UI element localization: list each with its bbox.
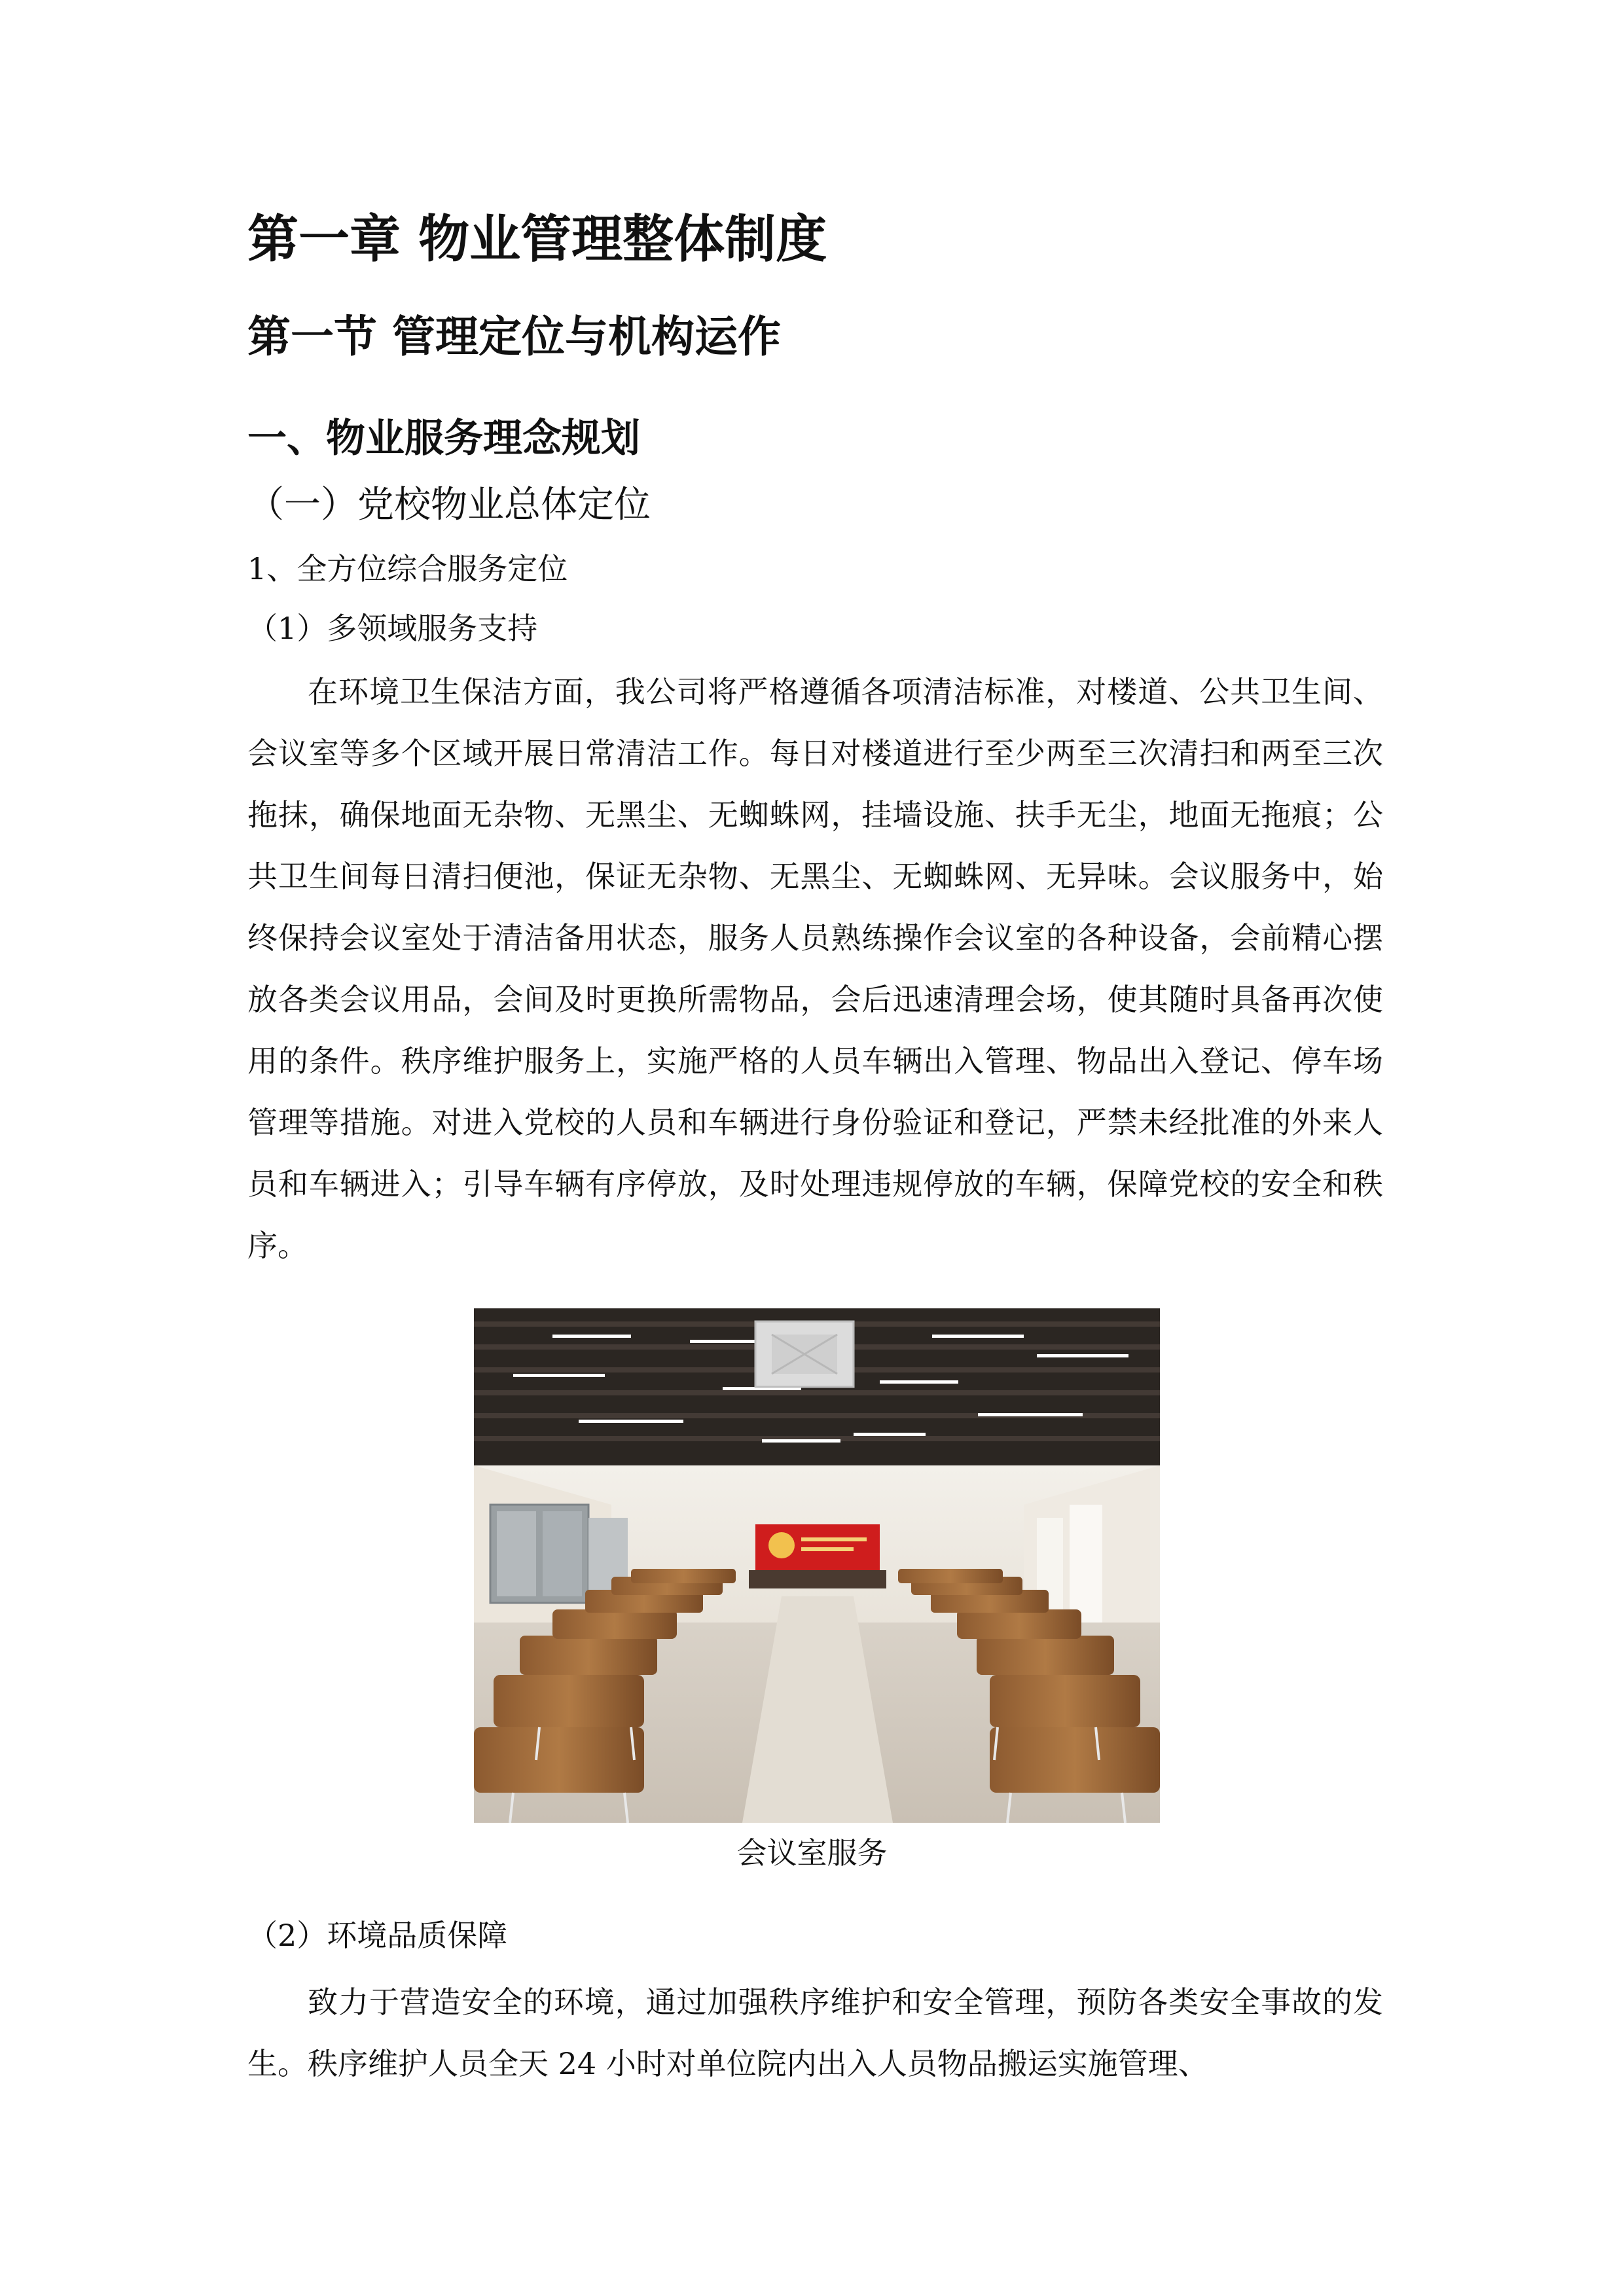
subsubsection-title: （一）党校物业总体定位 (247, 484, 651, 526)
body-paragraph: 致力于营造安全的环境，通过加强秩序维护和安全管理，预防各类安全事故的发生。秩序维护人员全天 24 小时对单位院内出入人员物品搬运实施管理、 (247, 1984, 1383, 2081)
section-title: 第一节 管理定位与机构运作 (247, 312, 781, 362)
meeting-room-illustration (474, 1308, 1160, 1823)
subsection-title: 一、物业服务理念规划 (247, 416, 640, 461)
body-paragraph: 在环境卫生保洁方面，我公司将严格遵循各项清洁标准，对楼道、公共卫生间、会议室等多个区域开展日常清洁工作。每日对楼道进行至少两至三次清扫和两至三次拖抹，确保地面无杂物、无黑尘、无蜘蛛网，挂墙设施、扶手无尘，地面无拖痕；公共卫生间每日清扫便池，保证无杂物、无黑尘、无蜘蛛网、无异味。会议服务中，始终保持会议室处于清洁备用状态，服务人员熟练操作会议室的各种设备，会前精心摆放各类会议用品，会间及时更换所需物品，会后迅速清理会场，使其随时具备再次使用的条件。秩序维护服务上，实施严格的人员车辆出入管理、物品出入登记、停车场管理等措施。对进入党校的人员和车辆进行身份验证和登记，严禁未经批准的外来人员和车辆进入；引导车辆有序停放，及时处理违规停放的车辆，保障党校的安全和秩序。 (247, 674, 1383, 1263)
meeting-room-photo (474, 1308, 1160, 1823)
subitem-title: （1）多领域服务支持 (247, 611, 538, 646)
chapter-title: 第一章 物业管理整体制度 (247, 210, 827, 269)
subitem-title: （2）环境品质保障 (247, 1918, 508, 1953)
figure-caption: 会议室服务 (736, 1835, 888, 1871)
item-title: 1、全方位综合服务定位 (247, 551, 568, 586)
